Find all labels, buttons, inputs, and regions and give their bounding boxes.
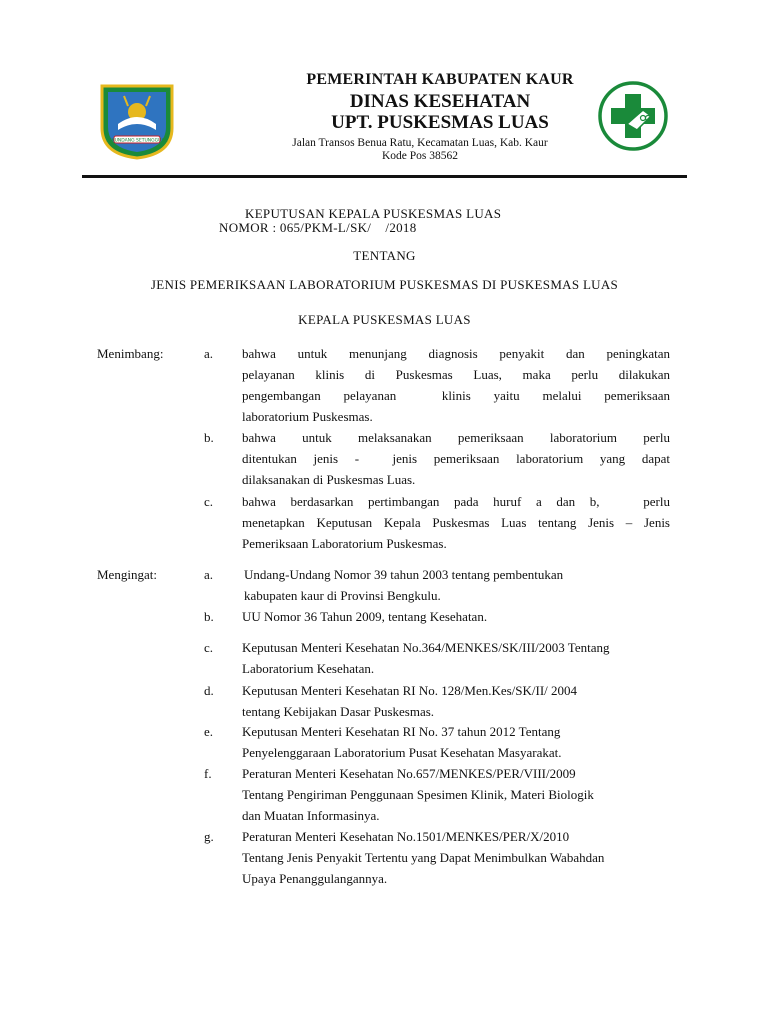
header-postal: Kode Pos 38562 <box>381 150 459 162</box>
header-address: Jalan Transos Benua Ratu, Kecamatan Luas, Kab. Kaur <box>292 137 548 149</box>
text-line: pelayanan klinis di Puskesmas Luas, maka perlu dilakukan <box>242 367 670 382</box>
text-line: Tentang Jenis Penyakit Tertentu yang Dapat Menimbulkan Wabahdan <box>242 850 605 865</box>
mengingat-letter-d: d. <box>204 683 214 698</box>
menimbang-letter-b: b. <box>204 430 214 445</box>
text-line: Keputusan Menteri Kesehatan No.364/MENKES/SK/III/2003 Tentang <box>242 640 610 655</box>
header-agency: DINAS KESEHATAN <box>349 91 531 112</box>
text-line: ditentukan jenis - jenis pemeriksaan laboratorium yang dapat <box>242 451 670 466</box>
mengingat-label: Mengingat: <box>97 567 157 582</box>
mengingat-item-g <box>242 826 670 889</box>
emblem-motto: SEKUNDANG SETUNGGUAN <box>106 138 168 144</box>
menimbang-letter-a: a. <box>204 346 214 361</box>
text-line: Peraturan Menteri Kesehatan No.1501/MENKES/PER/X/2010 <box>242 829 570 844</box>
puskesmas-logo <box>597 80 669 152</box>
text-line: bahwa berdasarkan pertimbangan pada huruf a dan b, perlu <box>242 494 670 509</box>
menimbang-item-b <box>242 427 670 490</box>
mengingat-item-b <box>242 606 670 627</box>
text-line: bahwa untuk melaksanakan pemeriksaan laboratorium perlu <box>242 430 670 445</box>
text-line: tentang Kebijakan Dasar Puskesmas. <box>242 704 435 719</box>
header-unit: UPT. PUSKESMAS LUAS <box>331 112 549 133</box>
decree-subject: JENIS PEMERIKSAAN LABORATORIUM PUSKESMAS DI PUSKESMAS LUAS <box>150 277 619 292</box>
header-government: PEMERINTAH KABUPATEN KAUR <box>306 71 574 88</box>
mengingat-letter-c: c. <box>204 640 214 655</box>
text-line: Upaya Penanggulangannya. <box>242 871 388 886</box>
text-line: kabupaten kaur di Provinsi Bengkulu. <box>244 588 441 603</box>
text-line: laboratorium Puskesmas. <box>242 409 373 424</box>
text-line: Penyelenggaraan Laboratorium Pusat Kesehatan Masyarakat. <box>242 745 562 760</box>
text-line: Undang-Undang Nomor 39 tahun 2003 tentang pembentukan <box>244 567 564 582</box>
text-line: UU Nomor 36 Tahun 2009, tentang Kesehatan. <box>242 609 488 624</box>
about-label: TENTANG <box>353 248 416 263</box>
text-line: Peraturan Menteri Kesehatan No.657/MENKES/PER/VIII/2009 <box>242 766 576 781</box>
menimbang-letter-c: c. <box>204 494 214 509</box>
text-line: dan Muatan Informasinya. <box>242 808 380 823</box>
text-line: Keputusan Menteri Kesehatan RI No. 37 tahun 2012 Tentang <box>242 724 561 739</box>
mengingat-item-a <box>244 564 672 606</box>
decree-number: NOMOR : 065/PKM-L/SK/ /2018 <box>219 220 417 235</box>
mengingat-letter-g: g. <box>204 829 214 844</box>
text-line: bahwa untuk menunjang diagnosis penyakit dan peningkatan <box>242 346 670 361</box>
text-line: Laboratorium Kesehatan. <box>242 661 375 676</box>
mengingat-item-d <box>242 680 670 722</box>
text-line: menetapkan Keputusan Kepala Puskesmas Luas tentang Jenis – Jenis <box>242 515 670 530</box>
text-line: dilaksanakan di Puskesmas Luas. <box>242 472 416 487</box>
mengingat-letter-b: b. <box>204 609 214 624</box>
text-line: Pemeriksaan Laboratorium Puskesmas. <box>242 536 447 551</box>
menimbang-item-c <box>242 491 670 554</box>
menimbang-item-a <box>242 343 670 427</box>
header-divider <box>82 175 687 178</box>
menimbang-label: Menimbang: <box>97 346 164 361</box>
mengingat-letter-f: f. <box>204 766 212 781</box>
mengingat-item-f <box>242 763 670 826</box>
mengingat-item-c <box>242 637 670 679</box>
kaur-regency-emblem <box>96 80 178 160</box>
text-line: Keputusan Menteri Kesehatan RI No. 128/Men.Kes/SK/II/ 2004 <box>242 683 578 698</box>
text-line: Tentang Pengiriman Penggunaan Spesimen Klinik, Materi Biologik <box>242 787 594 802</box>
mengingat-item-e <box>242 721 670 763</box>
mengingat-letter-a: a. <box>204 567 214 582</box>
mengingat-letter-e: e. <box>204 724 214 739</box>
decree-title: KEPUTUSAN KEPALA PUSKESMAS LUAS <box>245 206 502 221</box>
text-line: pengembangan pelayanan klinis yaitu melalui pemeriksaan <box>242 388 670 403</box>
decree-official: KEPALA PUSKESMAS LUAS <box>298 312 471 327</box>
